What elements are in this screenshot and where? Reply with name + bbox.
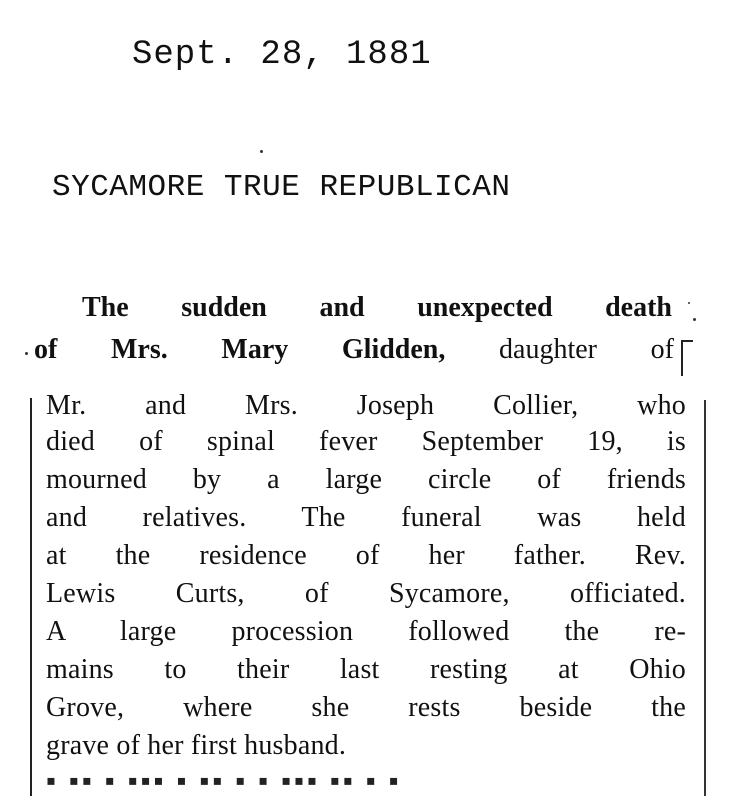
body-line: A large procession followed the re- [46,616,686,647]
column-rule-right [704,400,706,796]
body-line: Grove, where she rests beside the [46,692,686,723]
clipping-date: Sept. 28, 1881 [132,36,432,74]
lead-line-1: The sudden and unexpected death [82,292,672,323]
body-line: mourned by a large circle of friends [46,464,686,495]
lead-line-2-bold: of Mrs. Mary Glidden, [34,334,446,365]
newspaper-name: SYCAMORE TRUE REPUBLICAN [52,170,511,205]
body-line: mains to their last resting at Ohio [46,654,686,685]
body-line: at the residence of her father. Rev. [46,540,686,571]
lead-line-2 [34,334,674,366]
body-line: died of spinal fever September 19, is [46,426,686,457]
lead-line-2-plain: daughter of [499,334,674,365]
body-line: grave of her first husband. [46,730,347,761]
ink-speck [688,302,690,304]
clipping-bracket [681,340,693,376]
ink-speck [25,352,28,355]
body-line: Lewis Curts, of Sycamore, officiated. [46,578,686,609]
column-rule-left [30,398,32,796]
body-line: and relatives. The funeral was held [46,502,686,533]
cut-off-line: ▪ ▪▪ ▪ ▪▪▪ ▪ ▪▪ ▪ ▪ ▪▪▪ ▪▪ ▪ ▪ [46,766,402,797]
ink-speck [693,318,696,321]
ink-speck [260,150,263,153]
body-line: Mr. and Mrs. Joseph Collier, who [46,390,686,421]
